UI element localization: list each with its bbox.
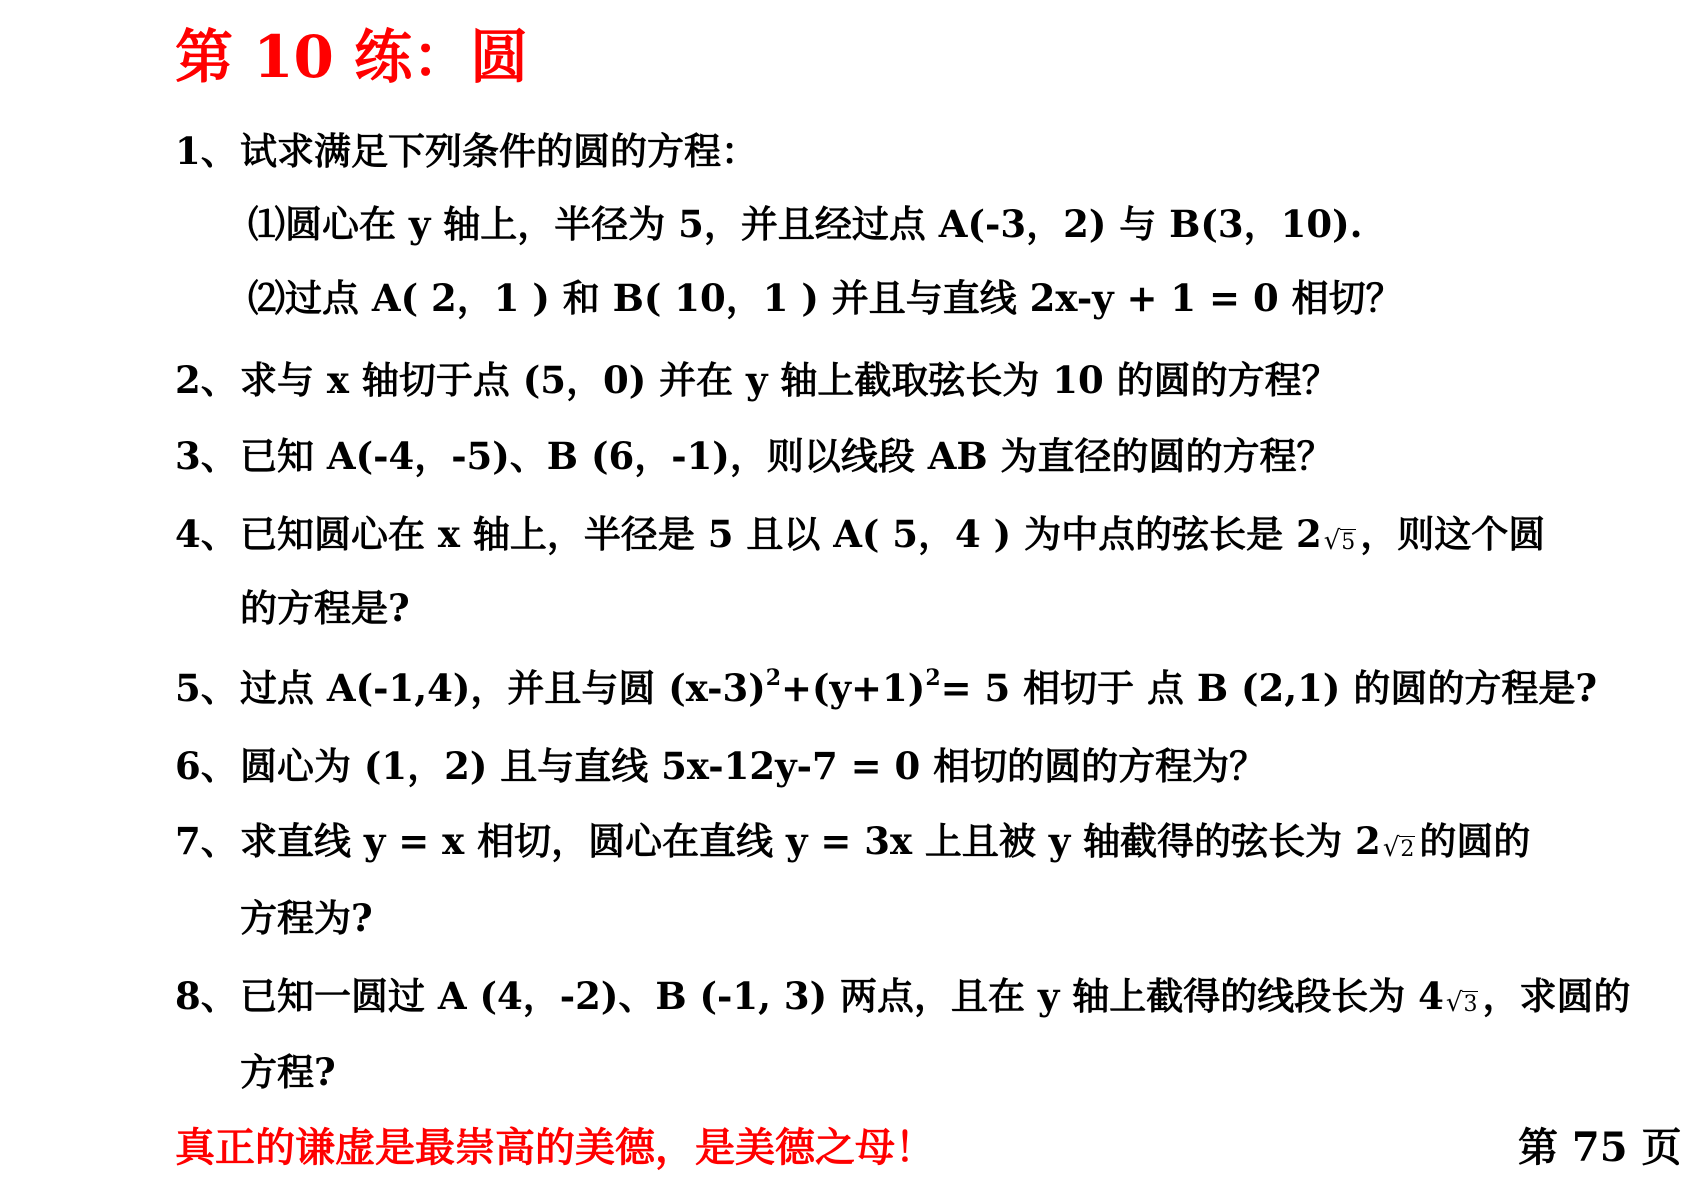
problem-6-text: 圆心为 (1，2) 且与直线 5x-12y-7 = 0 相切的圆的方程为？ xyxy=(240,744,1267,788)
problem-7-number: 7、 xyxy=(175,819,238,863)
problem-8-continuation: 方程? xyxy=(240,1050,336,1094)
problem-3-text: 已知 A(-4，-5)、B (6，-1)，则以线段 AB 为直径的圆的方程？ xyxy=(240,434,1334,478)
problem-1-number: 1、 xyxy=(175,129,238,173)
problem-5-exponent-2: 2 xyxy=(925,665,941,691)
problem-3-number: 3、 xyxy=(175,434,238,478)
problem-5-exponent-1: 2 xyxy=(765,665,782,691)
problem-8-number: 8、 xyxy=(175,974,238,1018)
sqrt-symbol: √5 xyxy=(1323,526,1356,556)
problem-6-number: 6、 xyxy=(175,744,238,788)
problem-5-text-a: 过点 A(-1,4)，并且与圆 (x-3) xyxy=(240,666,766,710)
problem-5-text-b: +(y+1) xyxy=(781,666,926,710)
problem-1-text: 试求满足下列条件的圆的方程： xyxy=(240,129,758,173)
problem-5-number: 5、 xyxy=(175,666,238,710)
problem-2-number: 2、 xyxy=(175,358,238,402)
problem-7-continuation: 方程为? xyxy=(240,896,373,940)
problem-5-text-c: = 5 相切于 点 B (2,1) 的圆的方程是? xyxy=(940,666,1597,710)
problem-4-text-b: ，则这个圆 xyxy=(1360,512,1546,556)
problem-8-radicand: 3 xyxy=(1463,992,1478,1017)
problem-8-text-b: ，求圆的 xyxy=(1482,974,1631,1018)
page-number: 第 75 页 xyxy=(1518,1124,1682,1171)
problem-8-text-a: 已知一圆过 A (4，-2)、B (-1, 3) 两点，且在 y 轴上截得的线段长为 4 xyxy=(240,974,1444,1018)
problem-7-text-b: 的圆的 xyxy=(1419,819,1531,863)
problem-2-text: 求与 x 轴切于点 (5，0) 并在 y 轴上截取弦长为 10 的圆的方程？ xyxy=(240,358,1339,402)
problem-1-sub-1: ⑴圆心在 y 轴上，半径为 5，并且经过点 A(-3，2) 与 B(3，10). xyxy=(248,202,1363,246)
problem-4-continuation: 的方程是? xyxy=(240,586,410,630)
problem-7-text xyxy=(240,819,1531,863)
problem-4-text xyxy=(240,512,1546,556)
sqrt-symbol: √3 xyxy=(1445,988,1478,1018)
motto-text: 真正的谦虚是最崇高的美德，是美德之母！ xyxy=(175,1124,935,1171)
problem-4-number: 4、 xyxy=(175,512,238,556)
problem-7-radicand: 2 xyxy=(1400,837,1415,862)
problem-4-radicand: 5 xyxy=(1341,530,1356,555)
sqrt-symbol: √2 xyxy=(1382,833,1415,863)
page-title: 第 10 练：圆 xyxy=(175,23,529,91)
problem-1-sub-2: ⑵过点 A( 2，1 ) 和 B( 10，1 ) 并且与直线 2x-y + 1 = 0 相切？ xyxy=(248,276,1403,320)
problem-5-text xyxy=(240,665,1597,710)
problem-8-text xyxy=(240,974,1631,1018)
problem-7-text-a: 求直线 y = x 相切，圆心在直线 y = 3x 上且被 y 轴截得的弦长为 2 xyxy=(240,819,1381,863)
problem-4-text-a: 已知圆心在 x 轴上，半径是 5 且以 A( 5，4 ) 为中点的弦长是 2 xyxy=(240,512,1322,556)
